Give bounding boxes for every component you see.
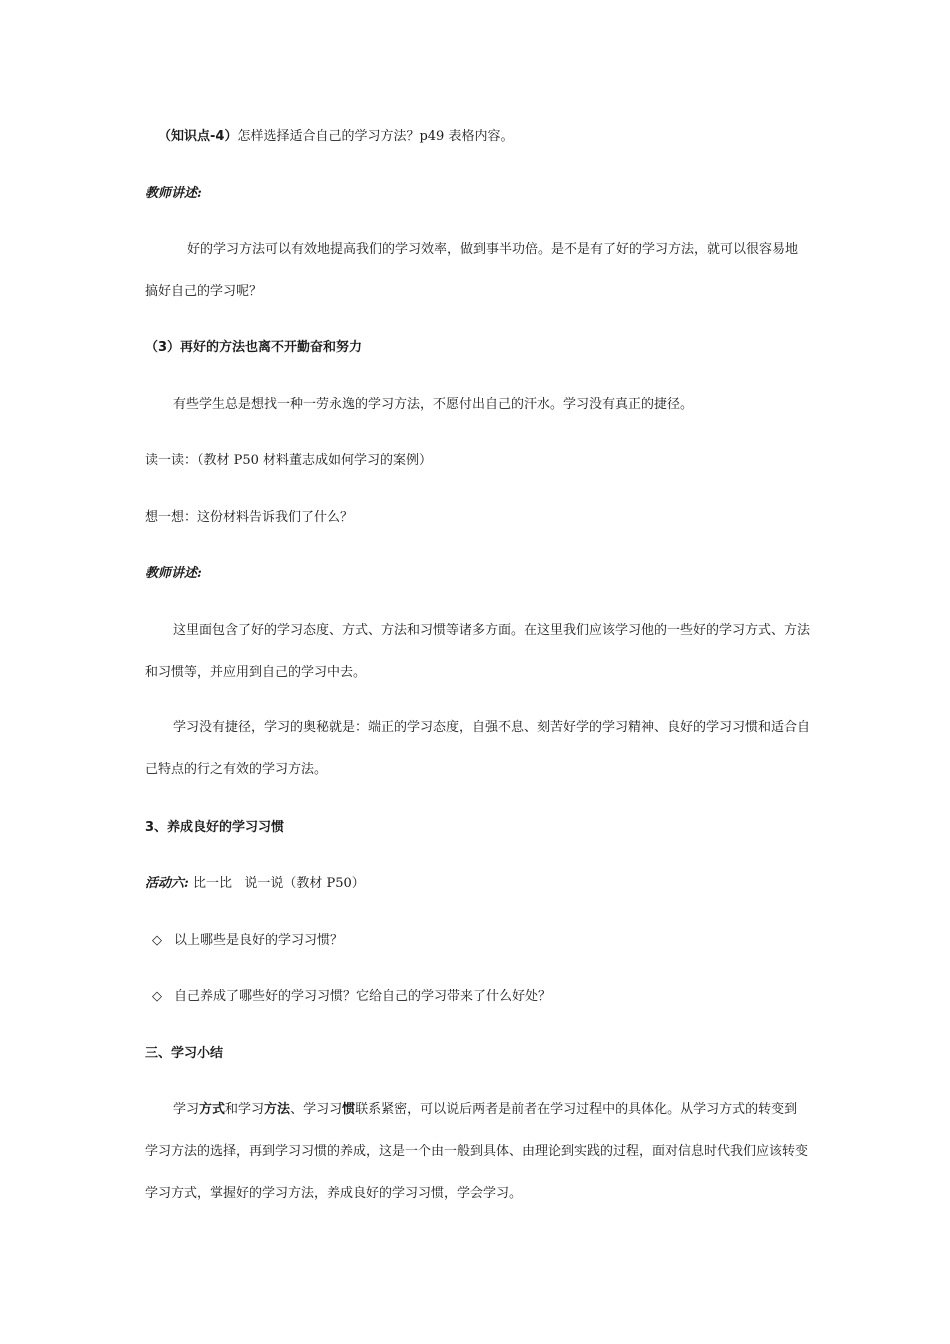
knowledge-point-text: 怎样选择适合自己的学习方法？p49 表格内容。 <box>237 129 514 144</box>
summary-emphasis: 方法 <box>264 1102 291 1117</box>
paragraph-no-shortcut: 有些学生总是想找一种一劳永逸的学习方法，不愿付出自己的汗水。学习没有真正的捷径。 <box>173 397 694 412</box>
summary-emphasis: 惯 <box>342 1102 356 1117</box>
heading-summary: 三、学习小结 <box>145 1046 224 1061</box>
knowledge-point-label: （知识点-4） <box>158 129 238 144</box>
bullet-text: 以上哪些是良好的学习习惯？ <box>174 933 344 948</box>
diamond-icon: ◇ <box>152 933 162 948</box>
bullet-item <box>152 931 817 951</box>
activity-six-text: 比一比 说一说（教材 P50） <box>192 876 365 891</box>
read-prompt: 读一读：（教材 P50 材料董志成如何学习的案例） <box>145 453 433 468</box>
teacher-narration-label-2: 教师讲述: <box>145 566 202 581</box>
paragraph-summary <box>145 1089 810 1215</box>
summary-emphasis: 方式 <box>199 1102 226 1117</box>
activity-six <box>145 874 810 894</box>
activity-six-label: 活动六: <box>145 876 189 891</box>
section-heading-3: （3）再好的方法也离不开勤奋和努力 <box>145 340 363 355</box>
diamond-icon: ◇ <box>152 989 162 1004</box>
summary-text: 联系紧密，可以说后两者是前者在学习过程中的具体化。从学习方式的转变到学习方法的选择，再到学习习惯的养成，这是一个由一般到具体、由理论到实践的过程，面对信息时代我们应该转变学习方式，掌握好的学习方法，养成良好的学习习惯，学会学习。 <box>145 1102 809 1201</box>
teacher-narration-label-1: 教师讲述: <box>145 186 202 201</box>
bullet-item <box>152 987 817 1007</box>
heading-good-habits: 3、养成良好的学习习惯 <box>145 820 285 835</box>
think-prompt: 想一想：这份材料告诉我们了什么？ <box>145 510 354 525</box>
summary-text: 和学习 <box>225 1102 265 1117</box>
bullet-text: 自己养成了哪些好的学习习惯？它给自己的学习带来了什么好处？ <box>174 989 552 1004</box>
paragraph-attitude-methods: 这里面包含了好的学习态度、方式、方法和习惯等诸多方面。在这里我们应该学习他的一些好的学习方式、方法和习惯等，并应用到自己的学习中去。 <box>145 623 811 680</box>
paragraph-learning-secret: 学习没有捷径，学习的奥秘就是：端正的学习态度，自强不息、刻苦好学的学习精神、良好的学习习惯和适合自己特点的行之有效的学习方法。 <box>145 720 811 777</box>
paragraph-method-efficiency: 好的学习方法可以有效地提高我们的学习效率，做到事半功倍。是不是有了好的学习方法，就可以很容易地搞好自己的学习呢？ <box>145 242 799 299</box>
knowledge-point-4 <box>158 127 823 147</box>
summary-text: 学习 <box>173 1102 200 1117</box>
summary-text: 、学习习 <box>290 1102 343 1117</box>
